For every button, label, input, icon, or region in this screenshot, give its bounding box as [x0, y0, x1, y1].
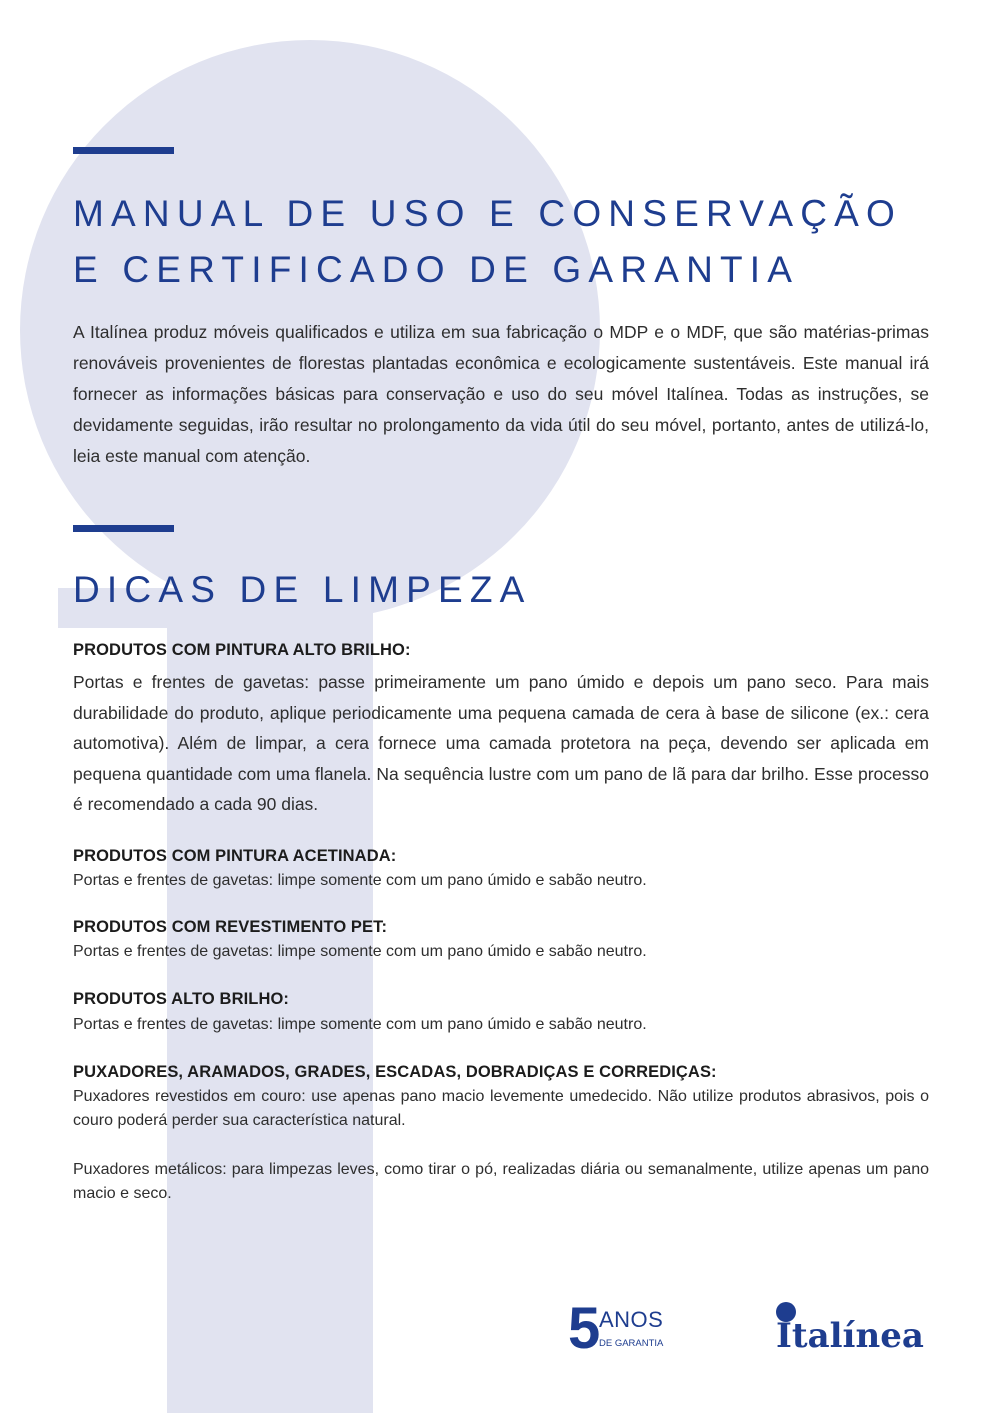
badge-garantia-label: DE GARANTIA	[599, 1338, 664, 1349]
heading-alto-brilho: PRODUTOS ALTO BRILHO:	[73, 990, 289, 1008]
text-pintura-alto-brilho: Portas e frentes de gavetas: passe primeiramente um pano úmido e depois um pano seco. Para mais durabilidade do produto, aplique periodicamente uma pequena camada de cera à base de silicone (ex.: cera automotiva). Além de limpar, a cera fornece uma camada protetora na peça, devendo ser aplicada em pequena quantidade com uma flanela. Na sequência lustre com um pano de lã para dar brilho. Esse processo é recomendado a cada 90 dias.	[73, 672, 929, 814]
heading-pintura-acetinada: PRODUTOS COM PINTURA ACETINADA:	[73, 847, 397, 865]
page-title-line-1: MANUAL DE USO E CONSERVAÇÃO	[73, 193, 903, 234]
section-accent-bar	[73, 525, 174, 532]
heading-revestimento-pet: PRODUTOS COM REVESTIMENTO PET:	[73, 918, 388, 936]
title-accent-bar	[73, 147, 174, 154]
logo-wordmark: Italínea	[776, 1316, 924, 1356]
section-title: DICAS DE LIMPEZA	[73, 569, 532, 610]
text-alto-brilho: Portas e frentes de gavetas: limpe somente com um pano úmido e sabão neutro.	[73, 1016, 647, 1033]
heading-puxadores: PUXADORES, ARAMADOS, GRADES, ESCADAS, DOBRADIÇAS E CORREDIÇAS:	[73, 1063, 717, 1081]
text-puxadores-metalicos: Puxadores metálicos: para limpezas leves, como tirar o pó, realizadas diária ou semanalmente, utilize apenas um pano macio e seco.	[73, 1161, 929, 1202]
italinea-logo	[774, 1300, 934, 1360]
text-pintura-acetinada: Portas e frentes de gavetas: limpe somente com um pano úmido e sabão neutro.	[73, 872, 647, 889]
badge-anos-label: ANOS	[599, 1307, 664, 1332]
page-title-line-2: E CERTIFICADO DE GARANTIA	[73, 249, 800, 290]
badge-number: 5	[568, 1296, 601, 1361]
text-revestimento-pet: Portas e frentes de gavetas: limpe somente com um pano úmido e sabão neutro.	[73, 943, 647, 960]
text-puxadores-couro: Puxadores revestidos em couro: use apenas pano macio levemente umedecido. Não utilize produtos abrasivos, pois o couro poderá perder sua característica natural.	[73, 1088, 929, 1129]
warranty-badge	[566, 1296, 676, 1361]
heading-pintura-alto-brilho: PRODUTOS COM PINTURA ALTO BRILHO:	[73, 641, 411, 659]
intro-paragraph: A Italínea produz móveis qualificados e utiliza em sua fabricação o MDP e o MDF, que são matérias-primas renováveis provenientes de florestas plantadas econômica e ecologicamente sustentáveis. Este manual irá fornecer as informações básicas para conservação e uso do seu móvel Italínea. Todas as instruções, se devidamente seguidas, irão resultar no prolongamento da vida útil do seu móvel, portanto, antes de utilizá-lo, leia este manual com atenção.	[73, 322, 929, 466]
